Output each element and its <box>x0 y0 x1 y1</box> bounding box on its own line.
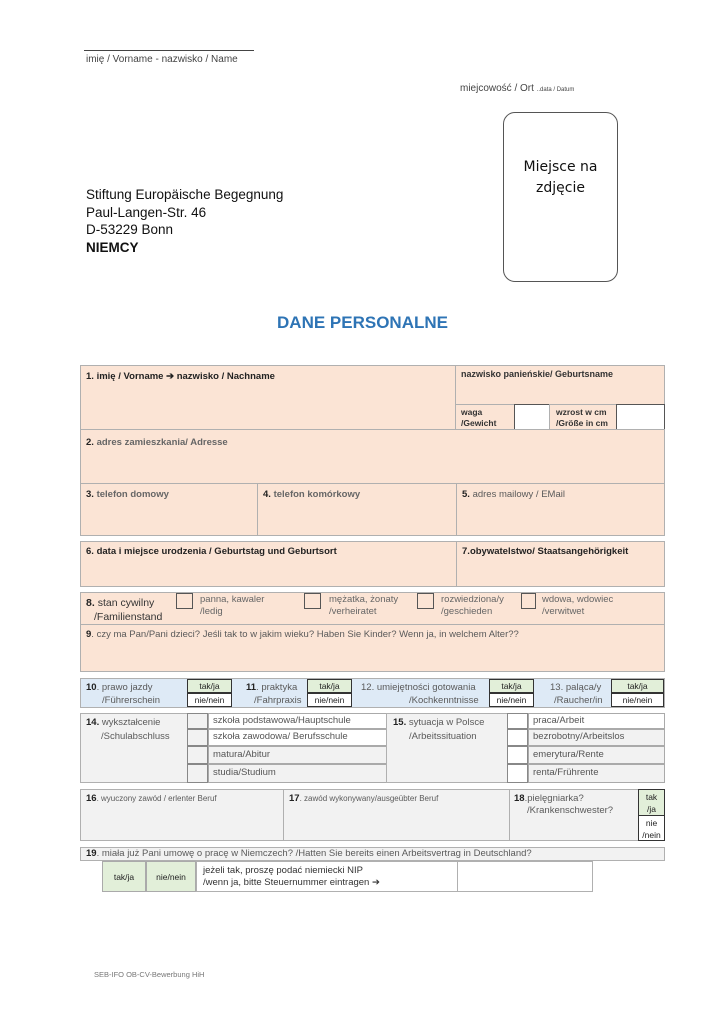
option-single-pl: panna, kawaler <box>200 594 265 605</box>
field-birth-number: 6. <box>86 546 94 557</box>
option-early-pension-label: renta/Frührente <box>533 767 599 778</box>
cooking-yes[interactable]: tak/ja <box>489 679 534 693</box>
field-name-label: imię / Vorname <box>96 371 164 382</box>
field-cooking-number: 12 <box>361 682 372 693</box>
option-work <box>528 713 665 729</box>
field-home-phone-label: telefon domowy <box>96 489 169 500</box>
checkbox-married[interactable] <box>304 593 321 609</box>
field-work-situation <box>386 713 508 783</box>
marital-label-pl: stan cywilny <box>97 597 155 609</box>
checkbox-abitur[interactable] <box>187 746 208 764</box>
nurse-label-pl: .pielęgniarka? <box>524 793 584 804</box>
option-primary-school-label: szkoła podstawowa/Hauptschule <box>213 715 351 726</box>
photo-placeholder[interactable] <box>503 112 618 282</box>
work-label-de: /Arbeitssituation <box>409 731 477 742</box>
field-birth-label: data i miejsce urodzenia / Geburtstag und Geburtsort <box>96 546 337 557</box>
field-children[interactable] <box>80 624 665 672</box>
field-birth[interactable] <box>80 541 457 587</box>
field-weight-label-cell <box>455 404 515 430</box>
height-label-pl: wzrost w cm <box>556 407 607 417</box>
checkbox-work[interactable] <box>507 713 528 729</box>
address-line1: Stiftung Europäische Begegnung <box>86 187 284 202</box>
option-abitur <box>208 746 387 764</box>
height-input[interactable] <box>616 404 665 430</box>
address-country: NIEMCY <box>86 239 139 255</box>
nurse-no-pl: nie <box>645 818 658 828</box>
page-title: DANE PERSONALNE <box>277 313 448 332</box>
work-label-pl: sytuacja w Polsce <box>408 717 485 728</box>
field-learned-profession[interactable] <box>80 789 284 841</box>
nurse-label-de: /Krankenschwester? <box>527 805 614 816</box>
field-email-label: adres mailowy / EMail <box>472 489 565 500</box>
field-current-profession[interactable] <box>283 789 510 841</box>
smoker-label-de: /Raucher/in <box>554 695 603 706</box>
marital-label-de: /Familienstand <box>94 611 163 623</box>
license-no[interactable]: nie/nein <box>187 693 232 707</box>
license-label-de: /Führerschein <box>102 695 161 706</box>
nurse-yes-de: /ja <box>647 804 656 814</box>
nurse-yes[interactable] <box>638 789 665 816</box>
footer-document-id: SEB-IFO OB-CV-Bewerbung HiH <box>94 970 205 979</box>
arrow-right-icon: ➔ <box>166 371 175 382</box>
field-smoker-number: 13 <box>550 682 561 693</box>
place-caption: miejcowość / Ort <box>460 83 534 94</box>
contract-no[interactable]: nie/nein <box>146 861 196 892</box>
field-children-label: . czy ma Pan/Pani dzieci? Jeśli tak to w jakim wieku? Haben Sie Kinder? Wenn ja, in welchem Alter?? <box>91 629 519 640</box>
field-mobile-phone-number: 4. <box>263 489 271 500</box>
nurse-yes-pl: tak <box>645 792 658 802</box>
tax-number-input[interactable] <box>457 861 593 892</box>
checkbox-unemployed[interactable] <box>507 729 528 746</box>
option-married-de: /verheiratet <box>329 606 377 617</box>
weight-label-de: /Gewicht <box>461 418 497 428</box>
field-previous-contract <box>80 847 665 861</box>
photo-placeholder-line2: zdjęcie <box>536 180 585 196</box>
height-label-de: /Größe in cm <box>556 418 608 428</box>
smoker-yes[interactable]: tak/ja <box>611 679 664 693</box>
nurse-no-de: /nein <box>642 830 661 840</box>
option-early-pension <box>528 764 665 783</box>
field-maiden-name[interactable] <box>455 365 665 405</box>
option-unemployed-label: bezrobotny/Arbeitslos <box>533 731 625 742</box>
field-education-number: 14. <box>86 717 100 728</box>
tax-hint-pl: jeżeli tak, proszę podać niemiecki NIP <box>203 865 363 876</box>
option-vocational-school <box>208 729 387 746</box>
option-studies <box>208 764 387 783</box>
weight-input[interactable] <box>514 404 550 430</box>
field-address-number: 2. <box>86 437 94 448</box>
option-vocational-school-label: szkoła zawodowa/ Berufsschule <box>213 731 348 742</box>
field-home-phone[interactable] <box>80 483 258 536</box>
option-abitur-label: matura/Abitur <box>213 749 271 760</box>
field-work-number: 15. <box>393 717 407 728</box>
checkbox-early-pension[interactable] <box>507 764 528 783</box>
learned-profession-label: . wyuczony zawód / erlenter Beruf <box>96 794 217 803</box>
field-address[interactable] <box>80 429 665 484</box>
field-nurse-number: 18 <box>514 793 525 804</box>
field-email-number: 5. <box>462 489 470 500</box>
field-name-number: 1. <box>86 371 94 382</box>
practice-no[interactable]: nie/nein <box>307 693 352 707</box>
option-divorced-de: /geschieden <box>441 606 493 617</box>
field-surname-label: nazwisko / Nachname <box>176 371 275 382</box>
photo-placeholder-line1: Miejsce na <box>523 159 598 175</box>
cooking-no[interactable]: nie/nein <box>489 693 534 707</box>
address-line3: D-53229 Bonn <box>86 222 174 237</box>
weight-label-pl: waga <box>461 407 483 417</box>
field-citizenship-number: 7. <box>462 546 470 557</box>
address-line2: Paul-Langen-Str. 46 <box>86 204 207 220</box>
recipient-address <box>86 186 283 256</box>
name-caption: imię / Vorname - nazwisko / Name <box>86 54 238 65</box>
name-signature-line <box>84 50 254 51</box>
education-label-de: /Schulabschluss <box>101 731 170 742</box>
checkbox-divorced[interactable] <box>417 593 434 609</box>
option-pension <box>528 746 665 764</box>
smoker-no[interactable]: nie/nein <box>611 693 664 707</box>
practice-yes[interactable]: tak/ja <box>307 679 352 693</box>
field-height-label-cell <box>549 404 617 430</box>
date-caption: ..data / Datum <box>536 87 575 93</box>
option-primary-school <box>208 713 387 729</box>
option-widowed-pl: wdowa, wdowiec <box>542 594 614 605</box>
practice-label-de: /Fahrpraxis <box>254 695 302 706</box>
cooking-label-pl: . umiejętności gotowania <box>371 682 476 693</box>
arrow-right-icon: ➔ <box>371 877 380 888</box>
nurse-no[interactable] <box>638 815 665 841</box>
checkbox-widowed[interactable] <box>521 593 536 609</box>
smoker-label-pl: . paląca/y <box>560 682 602 693</box>
field-marital-number: 8. <box>86 597 95 609</box>
checkbox-primary-school[interactable] <box>187 713 208 729</box>
previous-contract-label: . miała już Pani umowę o pracę w Niemczech? /Hatten Sie bereits einen Arbeitsvertrag in Deutschland? <box>96 848 532 859</box>
field-learned-profession-number: 16 <box>86 793 97 804</box>
tax-number-hint <box>196 861 458 892</box>
field-children-number: 9 <box>86 629 92 640</box>
field-email[interactable] <box>456 483 665 536</box>
field-previous-contract-number: 19 <box>86 848 97 859</box>
option-divorced-pl: rozwiedziona/y <box>441 594 504 605</box>
option-unemployed <box>528 729 665 746</box>
tax-hint-de: /wenn ja, bitte Steuernummer eintragen <box>203 877 370 888</box>
field-mobile-phone-label: telefon komórkowy <box>273 489 361 500</box>
cooking-label-de: /Kochkenntnisse <box>409 695 479 706</box>
field-mobile-phone[interactable] <box>257 483 457 536</box>
field-name[interactable] <box>80 365 456 430</box>
option-single-de: /ledig <box>200 606 223 617</box>
checkbox-studies[interactable] <box>187 764 208 783</box>
option-work-label: praca/Arbeit <box>533 715 585 726</box>
license-label-pl: . prawo jazdy <box>96 682 153 693</box>
field-practice-number: 11 <box>246 682 257 693</box>
checkbox-pension[interactable] <box>507 746 528 764</box>
field-license-number: 10 <box>86 682 97 693</box>
field-citizenship-label: obywatelstwo/ Staatsangehörigkeit <box>469 546 629 557</box>
field-home-phone-number: 3. <box>86 489 94 500</box>
field-maiden-name-label: nazwisko panieńskie/ Geburtsname <box>461 369 614 379</box>
license-yes[interactable]: tak/ja <box>187 679 232 693</box>
practice-label-pl: . praktyka <box>256 682 298 693</box>
option-pension-label: emerytura/Rente <box>533 749 604 760</box>
field-current-profession-number: 17 <box>289 793 300 804</box>
checkbox-vocational-school[interactable] <box>187 729 208 746</box>
field-address-label: adres zamieszkania/ Adresse <box>96 437 228 448</box>
contract-yes[interactable]: tak/ja <box>102 861 146 892</box>
field-citizenship[interactable] <box>456 541 665 587</box>
education-label-pl: wykształcenie <box>101 717 161 728</box>
option-widowed-de: /verwitwet <box>542 606 585 617</box>
option-married-pl: mężatka, żonaty <box>329 594 399 605</box>
option-studies-label: studia/Studium <box>213 767 276 778</box>
checkbox-single[interactable] <box>176 593 193 609</box>
current-profession-label: . zawód wykonywany/ausgeübter Beruf <box>299 794 439 803</box>
photo-placeholder-text <box>504 157 617 199</box>
place-date-caption <box>460 83 574 94</box>
